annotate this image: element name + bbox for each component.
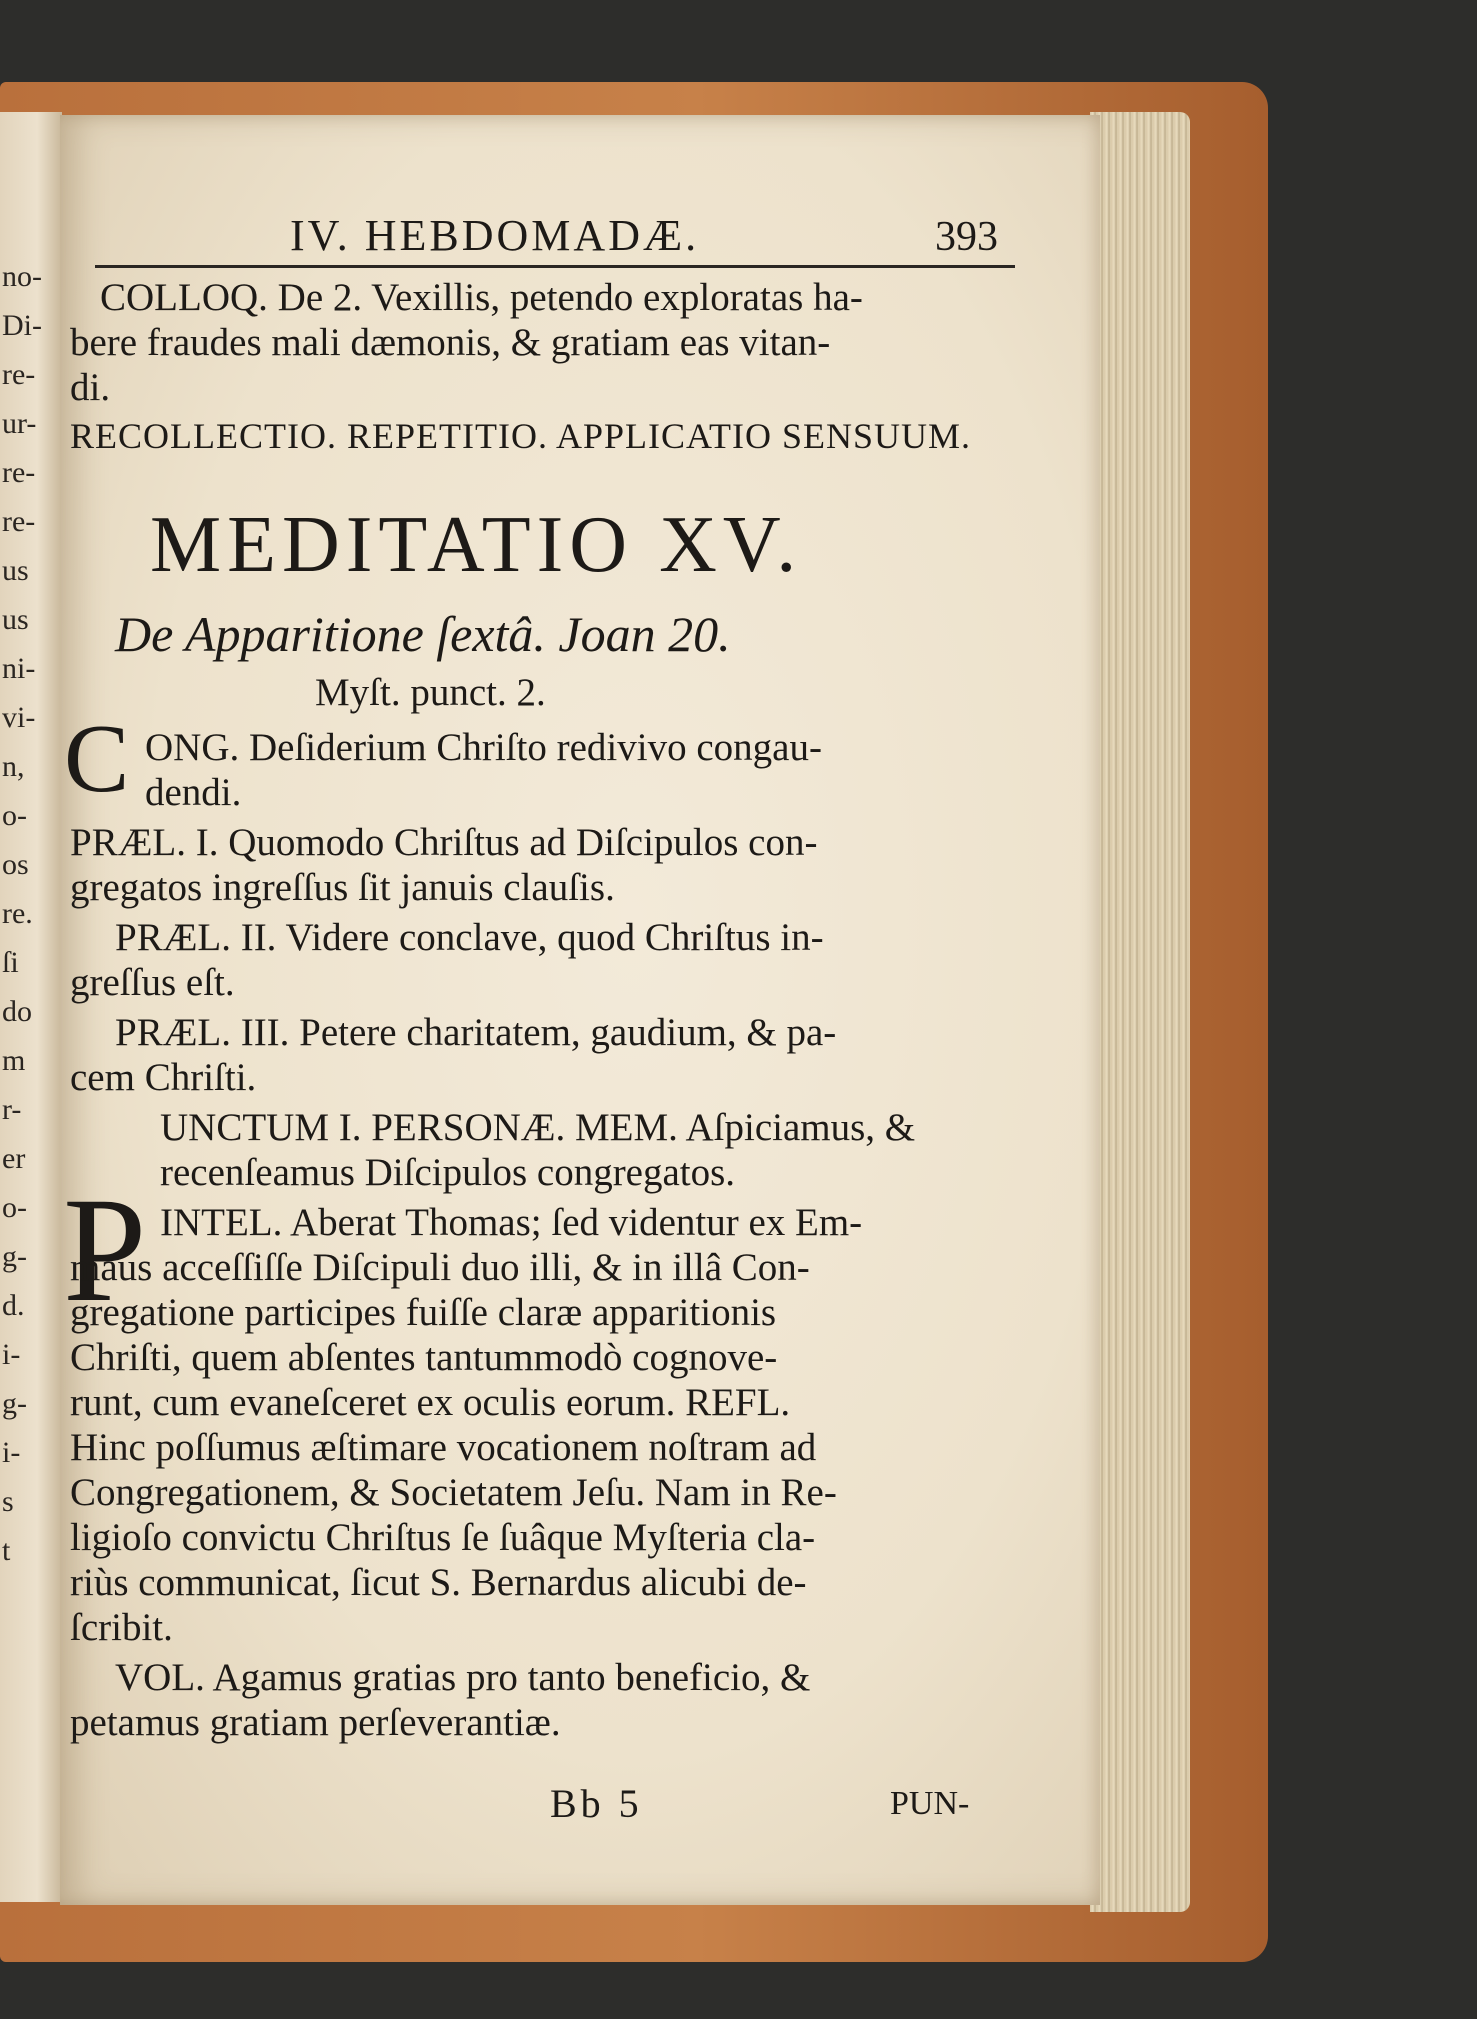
- punctum-line: UNCTUM I. PERSONÆ. MEM. Aſpiciamus, &: [160, 1106, 916, 1149]
- cong-line: ONG. Deſiderium Chriſto redivivo congau-: [145, 726, 822, 769]
- punctum-line: recenſeamus Diſcipulos congregatos.: [160, 1151, 736, 1194]
- previous-page-fragment: er: [2, 1142, 26, 1175]
- previous-page-fragment: re-: [2, 505, 36, 538]
- punctum-line: Hinc poſſumus æſtimare vocationem noſtram ad: [70, 1426, 817, 1469]
- previous-page-fragment: n,: [2, 750, 25, 783]
- prael-line: cem Chriſti.: [70, 1056, 257, 1099]
- drop-cap-c: C: [64, 705, 130, 813]
- punctum-line: maus acceſſiſſe Diſcipuli duo illi, & in illâ Con-: [70, 1246, 810, 1289]
- previous-page-fragment: ur-: [2, 407, 37, 440]
- punctum-line: runt, cum evaneſceret ex oculis eorum. REFL.: [70, 1381, 791, 1424]
- header-rule: [95, 265, 1015, 268]
- previous-page-fragment: ni-: [2, 652, 36, 685]
- previous-page-fragment: o-: [2, 1191, 27, 1224]
- previous-page-fragment: o-: [2, 799, 27, 832]
- page-number: 393: [935, 214, 998, 260]
- previous-page-fragment: r-: [2, 1093, 22, 1126]
- punctum-line: Chriſti, quem abſentes tantummodò cognove-: [70, 1336, 778, 1379]
- running-title: IV. HEBDOMADÆ.: [290, 211, 700, 260]
- previous-page-fragment: i-: [2, 1436, 21, 1469]
- signature-mark: Bb 5: [550, 1781, 643, 1826]
- vol-line: petamus gratiam perſeverantiæ.: [70, 1701, 561, 1744]
- prael-line: PRÆL. III. Petere charitatem, gaudium, & pa-: [115, 1011, 837, 1054]
- page-edges: [1090, 112, 1190, 1912]
- previous-page-fragment: d.: [2, 1289, 25, 1322]
- previous-page-fragment: t: [2, 1534, 11, 1567]
- previous-page-fragment: no-: [2, 260, 42, 293]
- previous-page-fragment: do: [2, 995, 32, 1028]
- mystery-reference: Myſt. punct. 2.: [315, 671, 546, 714]
- prael-line: PRÆL. II. Videre conclave, quod Chriſtus in-: [115, 916, 824, 959]
- previous-page-fragment: i-: [2, 1338, 21, 1371]
- previous-page-margin: [0, 112, 62, 1902]
- meditation-title: MEDITATIO XV.: [150, 501, 803, 589]
- cong-line: dendi.: [145, 771, 242, 814]
- previous-page-fragment: vi-: [2, 701, 36, 734]
- prael-line: greſſus eſt.: [70, 961, 235, 1004]
- punctum-line: ligioſo convictu Chriſtus ſe ſuâque Myſteria cla-: [70, 1516, 816, 1559]
- colloquium-line: bere fraudes mali dæmonis, & gratiam eas vitan-: [70, 321, 831, 364]
- book-page: [60, 115, 1100, 1905]
- previous-page-fragment: re-: [2, 456, 36, 489]
- punctum-line: INTEL. Aberat Thomas; ſed videntur ex Em-: [160, 1201, 863, 1244]
- previous-page-fragment: g-: [2, 1240, 27, 1273]
- previous-page-fragment: s: [2, 1485, 14, 1518]
- punctum-line: Congregationem, & Societatem Jeſu. Nam in Re-: [70, 1471, 837, 1514]
- meditation-subtitle: De Apparitione ſextâ. Joan 20.: [115, 606, 731, 662]
- previous-page-fragment: re-: [2, 358, 36, 391]
- recollectio-line: RECOLLECTIO. REPETITIO. APPLICATIO SENSUUM.: [70, 416, 972, 456]
- punctum-line: ſcribit.: [70, 1606, 173, 1649]
- previous-page-fragment: ſi: [2, 946, 19, 979]
- catchword: PUN-: [890, 1785, 970, 1822]
- prael-line: PRÆL. I. Quomodo Chriſtus ad Diſcipulos con-: [70, 821, 818, 864]
- previous-page-fragment: os: [2, 848, 29, 881]
- colloquium-line: COLLOQ. De 2. Vexillis, petendo exploratas ha-: [100, 276, 863, 319]
- previous-page-fragment: us: [2, 603, 29, 636]
- punctum-line: gregatione participes fuiſſe claræ apparitionis: [70, 1291, 777, 1334]
- previous-page-fragment: us: [2, 554, 29, 587]
- previous-page-fragment: re.: [2, 897, 33, 930]
- vol-line: VOL. Agamus gratias pro tanto beneficio, &: [115, 1656, 811, 1699]
- previous-page-fragment: g-: [2, 1387, 27, 1420]
- previous-page-fragment: Di-: [2, 309, 42, 342]
- punctum-line: riùs communicat, ſicut S. Bernardus alicubi de-: [70, 1561, 807, 1604]
- drop-cap-p: P: [63, 1167, 147, 1333]
- colloquium-line: di.: [70, 366, 111, 409]
- prael-line: gregatos ingreſſus ſit januis clauſis.: [70, 866, 615, 909]
- previous-page-fragment: m: [2, 1044, 26, 1077]
